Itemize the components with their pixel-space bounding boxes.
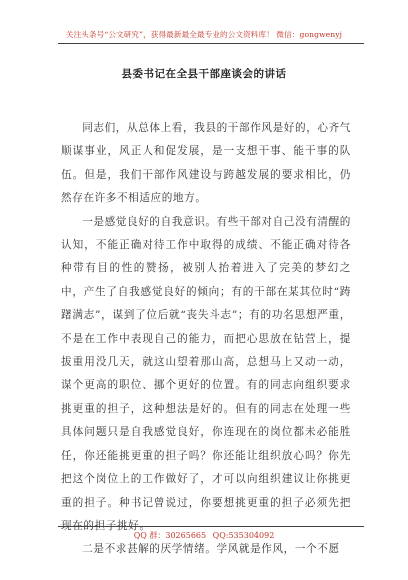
footer-divider	[58, 526, 364, 527]
paragraph-point-two: 二是不求甚解的厌学情绪。学风就是作风，一个不愿	[82, 543, 340, 556]
footer-contact	[40, 530, 368, 541]
footer-qq-group: QQ 群：30265665	[133, 531, 207, 540]
paragraph-point-one: 一是感觉良好的自我意识。有些干部对自己没有清醒的认知，不能正确对待工作中取得的成绩、不能正确对待各种带有目的性的赞扬，被别人抬着进入了完美的梦幻之中，产生了自我感觉良好的倾向；有的干部在某其位时“踌躇满志”，谋到了位后就“丧失斗志”；有的功名思想严重，不是在工作中表现自己的能力，而把心思放在钻营上，提拔重用没几天，就这山望着那山高，总想马上又动一动，谋个更高的职位、挪个更好的位置。有的同志向组织要求挑更重的担子，这种想法是好的。但有的同志在处理一些具体问题只是自我感觉良好，你连现在的岗位都未必能胜任，你还能挑更重的担子吗？你还能让组织放心吗？你先把这个岗位上的工作做好了，才可以向组织建议让你挑更重的担子。种书记曾说过，你要想挑更重的担子必须先把现在的担子挑好。	[61, 215, 351, 532]
header-banner: 关注头条号“公文研究”，获得最新最全最专业的公文资料库！ 微信：gongwenyj	[65, 30, 343, 39]
footer-qq: QQ:535304092	[212, 531, 275, 540]
header-divider	[58, 43, 364, 44]
paragraph-intro: 同志们，从总体上看，我县的干部作风是好的，心齐气顺谋事业，风正人和促发展，是一支想干事、能干事的队伍。但是，我们干部作风建设与跨越发展的要求相比，仍然存在许多不相适应的地方。	[61, 122, 351, 205]
document-title: 县委书记在全县干部座谈会的讲话	[121, 68, 287, 80]
document-body	[61, 117, 351, 562]
